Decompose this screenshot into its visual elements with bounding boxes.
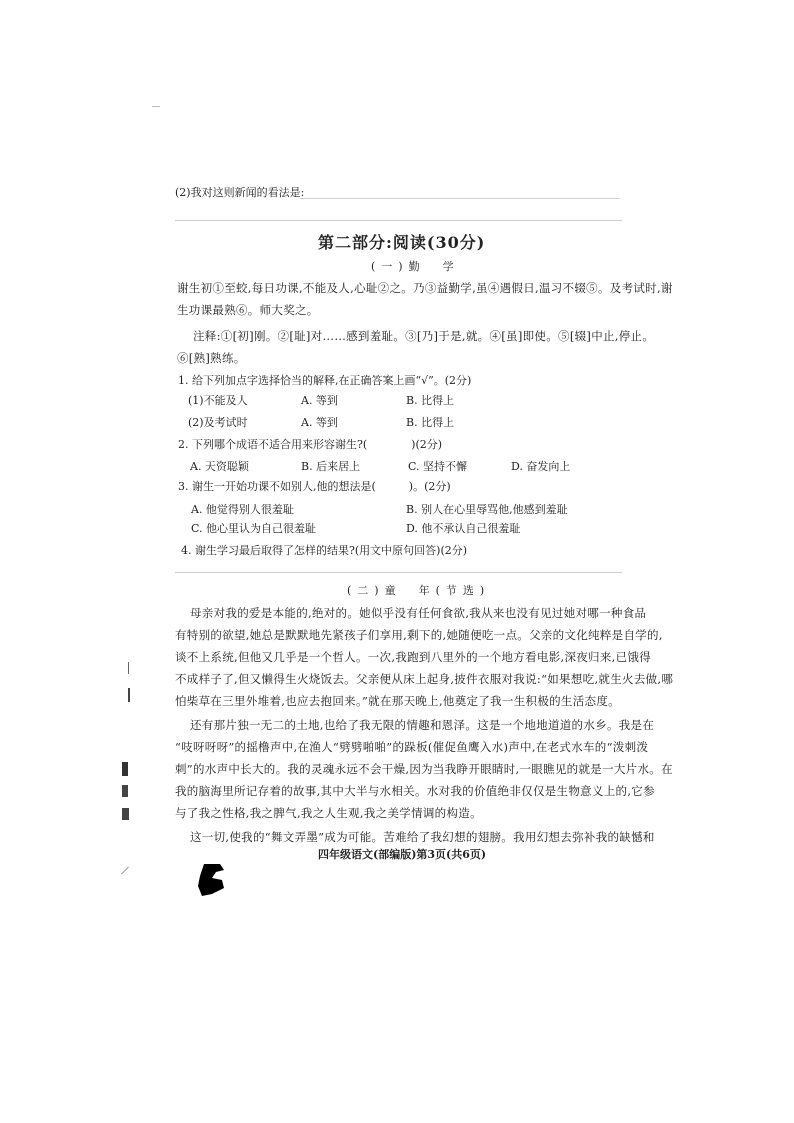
reading2-p2-line4: 我的脑海里所记存着的故事,其中大半与水相关。水对我的价值绝非仅仅是生物意义上的,它参 — [175, 784, 655, 798]
scan-artifact-2 — [128, 688, 130, 702]
answer-line — [300, 198, 620, 199]
divider-top — [175, 220, 622, 221]
reading2-p1-line3: 谈不上系统,但他又几乎是一个哲人。一次,我跑到八里外的一个地方看电影,深夜归来,已饿得 — [175, 650, 652, 664]
question-1-1-option-b[interactable]: B. 比得上 — [406, 394, 455, 407]
reading2-subtitle: (二)童 年(节选) — [347, 584, 491, 597]
question-1-2-option-a[interactable]: A. 等到 — [301, 416, 338, 429]
reading1-text-line2: 生功课最熟⑥。师大奖之。 — [177, 303, 319, 317]
scan-artifact-1 — [128, 662, 129, 674]
reading2-p3-line1: 这一切,使我的“舞文弄墨”成为可能。苦难给了我幻想的翅膀。我用幻想去弥补我的缺憾和 — [190, 830, 655, 844]
scan-artifact-5 — [122, 808, 129, 820]
reading2-p1-line4: 不成样子了,但又懒得生火烧饭去。父亲便从床上起身,披件衣服对我说:“如果想吃,就生火去做,哪 — [175, 672, 674, 686]
header-question: (2)我对这则新闻的看法是: — [175, 186, 305, 199]
question-3-option-c[interactable]: C. 他心里认为自己很羞耻 — [191, 522, 317, 535]
scan-artifact-6 — [121, 867, 129, 875]
question-4: 4. 谢生学习最后取得了怎样的结果?(用文中原句回答)(2分) — [181, 544, 468, 557]
question-2-option-a[interactable]: A. 天资聪颖 — [190, 460, 249, 473]
divider-middle — [175, 572, 622, 573]
question-1-1-option-a[interactable]: A. 等到 — [301, 394, 338, 407]
reading2-p1-line5: 怕柴草在三里外堆着,也应去抱回来。”就在那天晚上,他奠定了我一生积极的生活态度。 — [175, 694, 620, 708]
scan-artifact-4 — [122, 785, 128, 797]
question-3: 3. 谢生一开始功课不如别人,他的想法是( )。(2分) — [178, 480, 451, 493]
page-footer: 四年级语文(部编版)第3页(共6页) — [318, 848, 487, 861]
reading1-notes-line1: 注释:①[初]刚。②[耻]对……感到羞耻。③[乃]于是,就。④[虽]即使。⑤[辍]中止,停止。 — [193, 329, 655, 343]
reading2-p2-line2: “吱呀呀呀”的摇橹声中,在渔人“劈劈啪啪”的跺板(催促鱼鹰入水)声中,在老式水车的“泼刺泼 — [175, 740, 649, 754]
question-2-option-c[interactable]: C. 坚持不懈 — [408, 460, 468, 473]
question-3-option-b[interactable]: B. 别人在心里辱骂他,他感到羞耻 — [406, 503, 568, 516]
reading2-p1-line1: 母亲对我的爱是本能的,绝对的。她似乎没有任何食欲,我从来也没有见过她对哪一种食品 — [190, 606, 647, 620]
scan-mark — [152, 106, 160, 107]
reading2-p2-line1: 还有那片独一无二的土地,也给了我无限的情趣和恩泽。这是一个地地道道的水乡。我是在 — [190, 718, 655, 732]
question-3-option-a[interactable]: A. 他觉得别人很羞耻 — [191, 503, 294, 516]
question-3-option-d[interactable]: D. 他不承认自己很羞耻 — [406, 522, 521, 535]
section-title: 第二部分:阅读(30分) — [318, 233, 486, 252]
reading1-text-line1: 谢生初①至蛟,每日功课,不能及人,心耻②之。乃③益勤学,虽④遇假日,温习不辍⑤。及考试时,谢 — [177, 281, 673, 295]
scan-artifact-3 — [122, 762, 128, 776]
reading1-notes-line2: ⑥[熟]熟练。 — [177, 351, 246, 365]
scan-blob — [194, 862, 230, 898]
question-2-option-b[interactable]: B. 后来居上 — [301, 460, 361, 473]
reading2-p2-line5: 与了我之性格,我之脾气,我之人生观,我之美学情调的构造。 — [175, 806, 482, 820]
question-2: 2. 下列哪个成语不适合用来形容谢生?( )(2分) — [178, 438, 443, 451]
question-1-1: (1)不能及人 — [188, 394, 248, 407]
question-1-2: (2)及考试时 — [188, 416, 248, 429]
reading2-p1-line2: 有特别的欲望,她总是默默地先紧孩子们享用,剩下的,她随便吃一点。父亲的文化纯粹是自学的, — [175, 628, 663, 642]
question-1: 1. 给下列加点字选择恰当的解释,在正确答案上画“√”。(2分) — [178, 374, 472, 387]
question-2-option-d[interactable]: D. 奋发向上 — [511, 460, 571, 473]
reading1-subtitle: (一)勤 学 — [371, 260, 460, 273]
question-1-2-option-b[interactable]: B. 比得上 — [406, 416, 455, 429]
reading2-p2-line3: 刺”的水声中长大的。我的灵魂永远不会干燥,因为当我睁开眼睛时,一眼瞧见的就是一大片水。在 — [175, 762, 673, 776]
